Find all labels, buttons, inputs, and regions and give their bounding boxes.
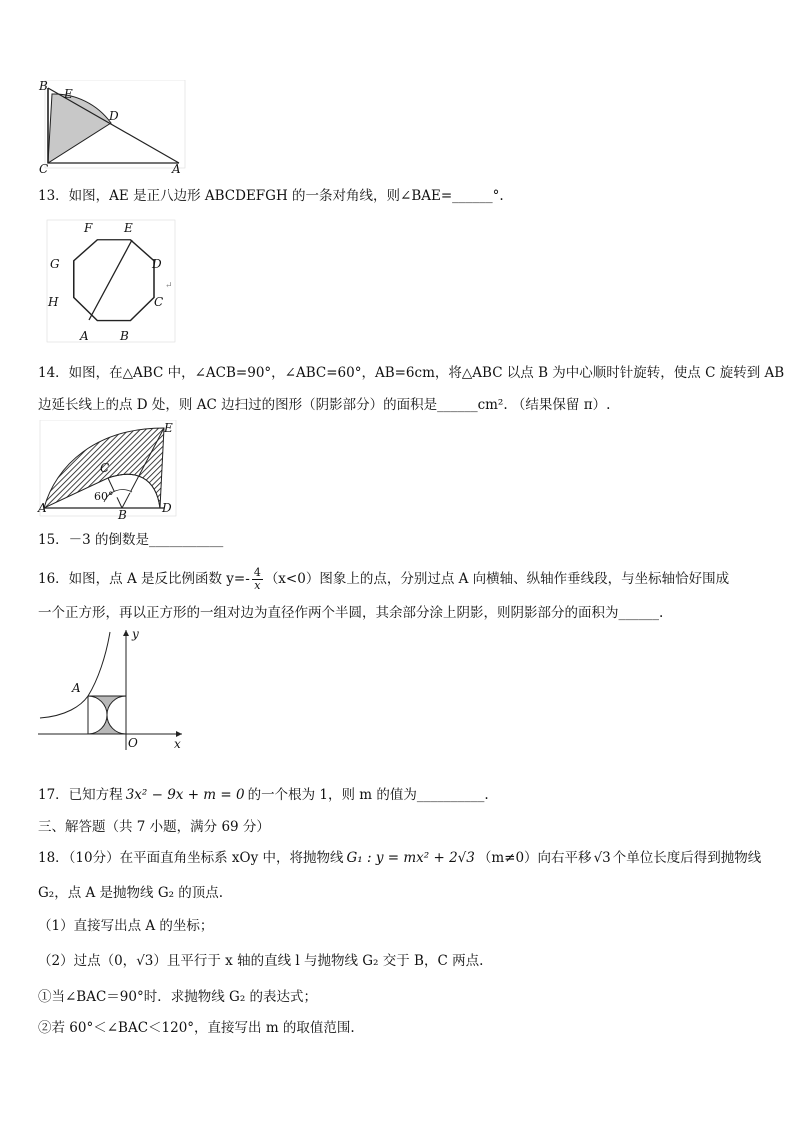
q17-equation: 3x² − 9x + m = 0 [125,787,245,803]
oct-label-C: C [154,295,164,309]
label-B: B [39,80,48,93]
q18-equation: G₁ : y = mx² + 2√3 [346,850,475,866]
label-A: A [172,162,181,176]
oct-label-E: E [124,221,133,235]
question-14-line-2: 边延长线上的点 D 处，则 AC 边扫过的图形（阴影部分）的面积是______cm². （结果保留 π）. [38,397,611,413]
q18-part2b: ）且平行于 x 轴的直线 l 与抛物线 G₂ 交于 B，C 两点. [153,953,484,969]
q18-line1b: （m≠0）向右平移 [477,850,592,866]
fig16-label-A: A [72,681,81,695]
fig16-label-O: O [128,736,138,750]
fig14-label-E: E [164,421,173,435]
oct-label-F: F [84,221,93,235]
return-mark: ↵ [165,281,173,291]
section-3-title: 三、解答题（共 7 小题，满分 69 分） [38,819,270,835]
q16-frac-num: 4 [253,566,261,579]
fig16-label-x: x [174,737,181,751]
question-18-line-1 [38,849,761,867]
q18-line1a: 18．（10分）在平面直角坐标系 xOy 中，将抛物线 [38,850,344,866]
question-18-part-1: （1）直接写出点 A 的坐标； [38,918,214,934]
q16-prefix: 16．如图，点 A 是反比例函数 y=- [38,571,250,587]
question-16-line-2: 一个正方形，再以正方形的一组对边为直径作两个半圆，其余部分涂上阴影，则阴影部分的面积为______. [38,605,664,621]
q16-fraction [252,567,263,592]
fig14-label-A: A [38,501,47,515]
question-18-sub-2: ②若 60°＜∠BAC＜120°，直接写出 m 的取值范围. [38,1020,355,1036]
label-E: E [64,87,73,101]
figure-octagon [44,218,180,346]
fig16-label-y: y [132,627,139,641]
question-16-line-1 [38,567,729,592]
q16-frac-den: x [254,579,261,592]
question-13: 13．如图，AE 是正八边形 ABCDEFGH 的一条对角线，则∠BAE=______°. [38,188,504,204]
q17-suffix: 的一个根为 1，则 m 的值为__________. [247,787,489,803]
oct-label-G: G [50,257,60,271]
oct-label-H: H [48,295,59,309]
question-17 [38,786,489,804]
fig14-label-D: D [162,501,172,515]
label-D: D [109,109,119,123]
q18-shift: √3 [593,850,611,866]
question-18-part-2 [38,952,483,970]
fig14-angle: 60° [94,490,114,503]
question-14-line-1: 14．如图，在△ABC 中，∠ACB=90°，∠ABC=60°，AB=6cm，将△ABC 以点 B 为中心顺时针旋转，使点 C 旋转到 AB [38,365,785,381]
q18-part2-val: √3 [136,953,154,969]
q18-line1c: 个单位长度后得到抛物线 [612,850,762,866]
figure-hyperbola [36,626,186,752]
figure-top-triangle [36,80,186,176]
q17-prefix: 17．已知方程 [38,787,123,803]
question-18-line-2: G₂，点 A 是抛物线 G₂ 的顶点. [38,885,224,901]
oct-label-D: D [152,257,162,271]
q16-suffix: （x<0）图象上的点，分别过点 A 向横轴、纵轴作垂线段，与坐标轴恰好围成 [264,571,730,587]
oct-label-A: A [80,329,89,343]
fig14-label-C: C [100,461,110,475]
figure-rotation [36,420,178,520]
question-15: 15．－3 的倒数是___________ [38,532,224,548]
q18-part2a: （2）过点（0， [38,953,137,969]
oct-label-B: B [120,329,129,343]
fig14-label-B: B [118,508,127,520]
question-18-sub-1: ①当∠BAC＝90°时．求抛物线 G₂ 的表达式； [38,989,318,1005]
label-C: C [39,162,49,176]
